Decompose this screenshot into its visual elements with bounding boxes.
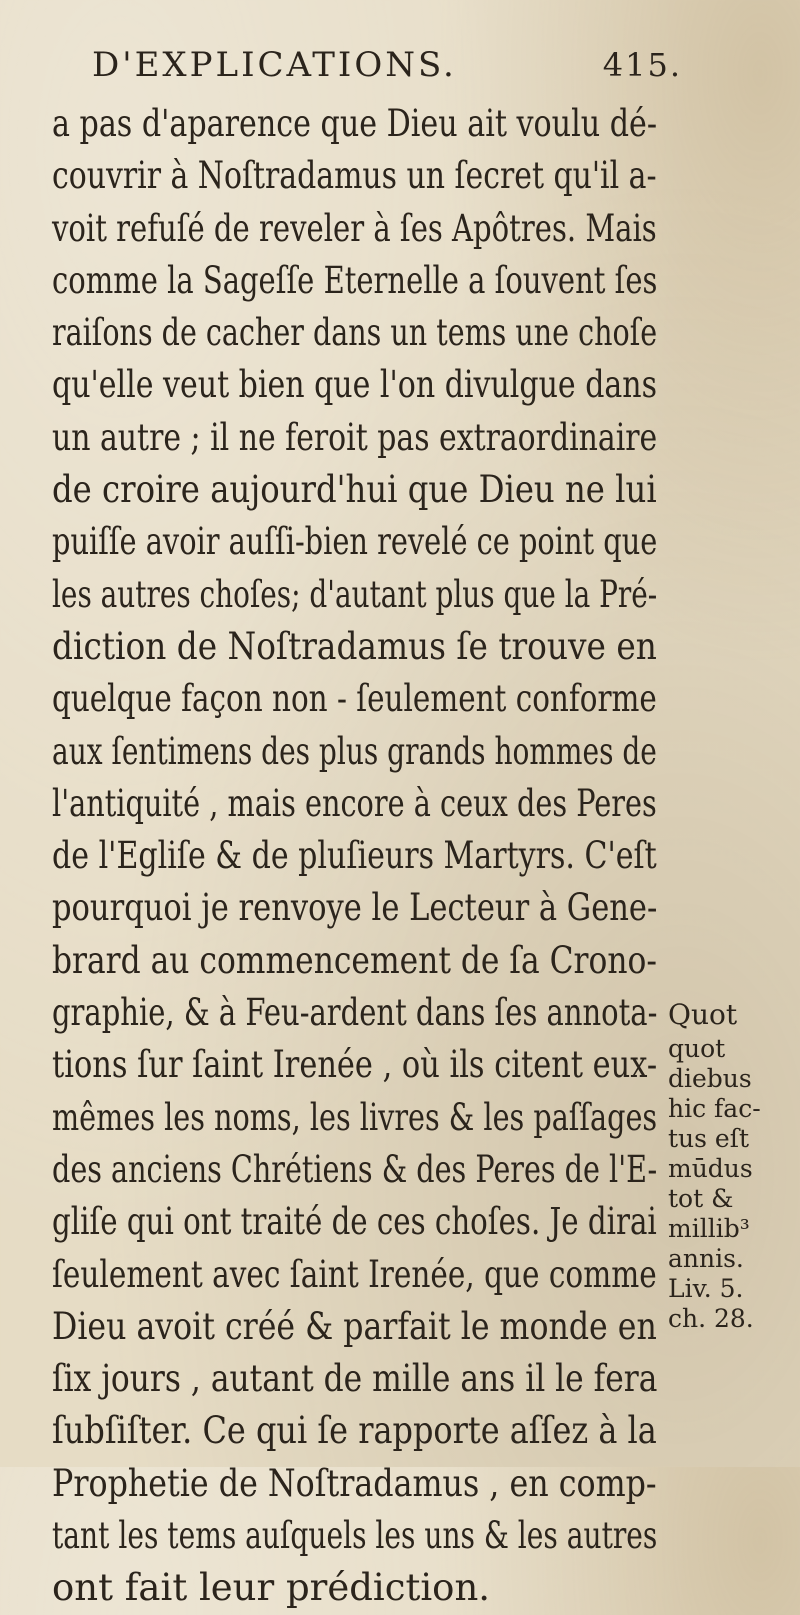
running-head	[92, 40, 682, 90]
text-line: l'antiquité , mais encore à ceux des Peres	[52, 781, 657, 825]
text-line: ont fait leur prédiction.	[52, 1566, 491, 1610]
text-line: voit refuſé de reveler à ſes Apôtres. Mais	[52, 206, 657, 250]
text-line: tions ſur ſaint Irenée , où ils citent eux-	[52, 1043, 658, 1087]
margin-note-line: hic fac-	[668, 1094, 761, 1123]
running-title: D'EXPLICATIONS.	[92, 45, 457, 85]
text-line: aux ſentimens des plus grands hommes de	[52, 729, 657, 773]
margin-note-line: Liv. 5.	[668, 1274, 744, 1303]
text-line: puiſſe avoir auſſi-bien revelé ce point que	[52, 520, 658, 564]
body-text	[52, 98, 657, 1615]
margin-note-line: tus eſt	[668, 1124, 750, 1153]
margin-note-line: Quot	[668, 998, 738, 1031]
text-line: gliſe qui ont traité de ces choſes. Je dirai	[52, 1200, 657, 1244]
text-line: ſubſiſter. Ce qui ſe rapporte aſſez à la	[52, 1409, 657, 1453]
page-number: 415.	[602, 46, 682, 84]
margin-note	[668, 1000, 796, 1334]
text-line: raiſons de cacher dans un tems une choſe	[52, 311, 658, 355]
text-line: comme la Sageſſe Eternelle a ſouvent ſes	[52, 258, 658, 302]
text-line: ſix jours , autant de mille ans il le fera	[52, 1357, 658, 1401]
text-line: de croire aujourd'hui que Dieu ne lui	[52, 468, 657, 512]
text-line: graphie, & à Feu-ardent dans ſes annota-	[52, 991, 658, 1035]
text-line: un autre ; il ne feroit pas extraordinaire	[52, 415, 658, 459]
margin-note-line: millib³	[668, 1214, 750, 1243]
margin-note-line: mūdus	[668, 1154, 753, 1183]
text-line: a pas d'aparence que Dieu ait voulu dé-	[52, 102, 657, 145]
text-line: couvrir à Noſtradamus un ſecret qu'il a-	[52, 154, 657, 198]
text-line: de l'Egliſe & de pluſieurs Martyrs. C'eſt	[52, 834, 657, 878]
text-line: pourquoi je renvoye le Lecteur à Gene-	[52, 886, 658, 930]
text-line: brard au commencement de ſa Crono-	[52, 938, 657, 982]
text-line: tant les tems auſquels les uns & les autres	[52, 1514, 658, 1558]
margin-note-line: tot &	[668, 1184, 734, 1213]
text-line: qu'elle veut bien que l'on divulgue dans	[52, 363, 658, 407]
margin-note-line: annis.	[668, 1244, 744, 1273]
text-line: Dieu avoit créé & parfait le monde en	[52, 1304, 657, 1348]
text-line: les autres choſes; d'autant plus que la Pré-	[52, 572, 658, 616]
text-line: Prophetie de Noſtradamus , en comp-	[52, 1461, 657, 1505]
text-line: quelque façon non - ſeulement conforme	[52, 677, 657, 721]
margin-note-line: diebus	[668, 1064, 752, 1093]
text-line: des anciens Chrétiens & des Peres de l'E-	[52, 1147, 658, 1191]
text-line: ſeulement avec ſaint Irenée, que comme	[52, 1252, 657, 1296]
text-line: diction de Noſtradamus ſe trouve en	[52, 624, 657, 668]
margin-note-line: ch. 28.	[668, 1304, 754, 1333]
text-line: mêmes les noms, les livres & les paſſages	[52, 1095, 658, 1139]
margin-note-line: quot	[668, 1034, 726, 1063]
